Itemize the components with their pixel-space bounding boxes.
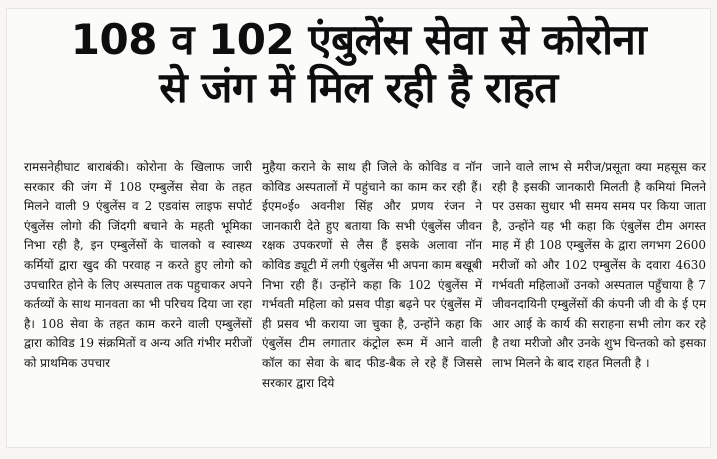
- article-column-1: [24, 158, 262, 448]
- headline-line-1: 108 व 102 एंबुलेंस सेवा से कोरोना: [70, 15, 647, 64]
- column-1-text: रामसनेहीघाट बाराबंकी। कोरोना के खिलाफ जारी सरकार की जंग में 108 एम्बुलेंस सेवा के तहत मिलने वाली 9 एंबुलेंस व 2 एडवांस लाइफ सपोर्ट एंबुलेंस लोगो की जिंदगी बचाने के महती भूमिका निभा रही है, इन एम्बुलेंसों के चालको व स्वास्थ्य कर्मियों द्वारा खुद की परवाह न करते हुए लोगो को उपचारित होने के लिए अस्पताल तक पहुचाकर अपने कर्तव्यों के साथ मानवता का भी परिचय दिया जा रहा है। 108 सेवा के तहत काम करने वाली एम्बुलेंसों द्वारा कोविड 19 संक्रमितों व अन्य अति गंभीर मरीजों को प्राथमिक उपचार: [24, 160, 252, 370]
- headline-line-2: से जंग में मिल रही है राहत: [159, 63, 558, 113]
- article-column-2: [262, 158, 492, 448]
- column-3-text: जाने वाले लाभ से मरीज/प्रसूता क्या महसूस कर रही है इसकी जानकारी मिलती है कमियां मिलने पर उसका सुधार भी समय समय पर किया जाता है, उन्होंने यह भी कहा कि एंबुलेंस टीम अगस्त माह में ही 108 एम्बुलेंस के द्वारा लगभग 2600 मरीजों को और 102 एम्बुलेंस के दवारा 4630 गर्भवती महिलाओं उनको अस्पताल पहुँचाया है 7 जीवनदायिनी एम्बुलेंसों की कंपनी जी वी के ई एम आर आई के कार्य की सराहना सभी लोग कर रहे है तथा मरीजो और उनके शुभ चिन्तको को इसका लाभ मिलने के बाद राहत मिलती है ।: [492, 160, 706, 370]
- column-2-text: मुहैया कराने के साथ ही जिले के कोविड व नॉन कोविड अस्पतालों में पहुंचाने का काम कर रही हैं।ईएम०ई० अवनीश सिंह और प्रणय रंजन ने जानकारी देते हुए बताया कि सभी एंबुलेंस जीवन रक्षक उपकरणों से लैस हैं इसके अलावा नॉन कोविड ड्यूटी में लगी एंबुलेंस भी अपना काम बखूबी निभा रही हैं। उन्होंने कहा कि 102 एंबुलेंस में गर्भवती महिला को प्रसव पीड़ा बढ़ने पर एंबुलेंस में ही प्रसव भी कराया जा चुका है, उन्होंने कहा कि एंबुलेंस टीम लगातार कंट्रोल रूम में आने वाली कॉल का सेवा के बाद फीड-बैक ले रहे हैं जिससे सरकार द्वारा दिये: [262, 160, 482, 390]
- article-column-3: [492, 158, 710, 448]
- headline: [18, 15, 699, 113]
- newspaper-clipping: [6, 8, 711, 448]
- article-body: [24, 158, 710, 448]
